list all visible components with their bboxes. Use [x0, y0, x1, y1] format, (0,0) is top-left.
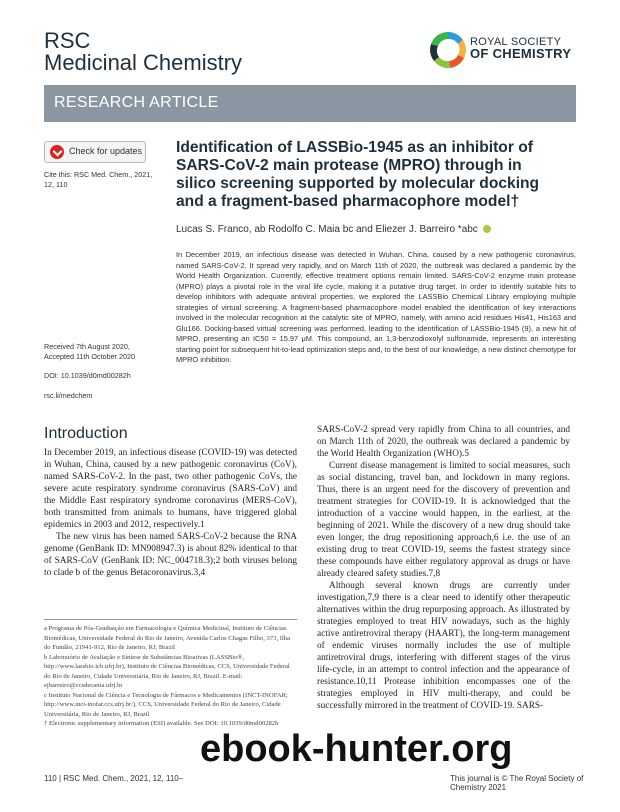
paragraph: Although several known drugs are currently under investigation,7,9 there is a clear need to identify other therapeutic alternatives within the drug repurposing approach. As illustrated by strategies employed to treat HIV nowadays, such as the highly active antiretroviral therapy (HAART), the long-term management of endemic viruses normally includes the use of multiple antiretroviral drugs, interfering with different stages of the virus life-cycle, in an attempt to control infection and the appearance of resistance.10,11 Protease inhibition encompasses one of the strategies employed in HIV multi-therapy, and could be successfully mirrored in the treatment of COVID-19. SARS- [317, 581, 570, 711]
publisher-line2: OF CHEMISTRY [470, 46, 572, 61]
page-footer-left: 110 | RSC Med. Chem., 2021, 12, 110– [44, 774, 184, 783]
footnote-divider [44, 619, 297, 620]
received-date: Received 7th August 2020, [44, 342, 130, 351]
watermark: ebook-hunter.org [200, 728, 513, 770]
authors [176, 224, 556, 235]
body-column-left [44, 447, 297, 579]
footnotes [44, 624, 297, 729]
journal-line2: Medicinal Chemistry [44, 50, 243, 75]
accepted-date: Accepted 11th October 2020 [44, 352, 135, 361]
orcid-icon[interactable] [483, 225, 491, 233]
section-heading-introduction: Introduction [44, 425, 128, 442]
footnote-c: c Instituto Nacional de Ciência e Tecnologia de Fármacos e Medicamentos (INCT-INOFAR; http://www.inct-inofar.ccs.ufrj.br/), CCS, Universidade Federal do Rio de Janeiro, Cidade Universitária, Rio de Janeiro, RJ, Brazil [44, 691, 288, 718]
doi[interactable]: DOI: 10.1039/d0md00282h [44, 371, 131, 380]
check-updates-icon [50, 145, 64, 159]
author-list: Lucas S. Franco, ab Rodolfo C. Maia bc and Eliezer J. Barreiro *abc [176, 224, 478, 235]
publisher-line1: ROYAL SOCIETY [470, 36, 562, 48]
paragraph: In December 2019, an infectious disease (COVID-19) was detected in Wuhan, China, caused by a new pathogenic coronavirus (CoV), named SARS-CoV-2. In the past, two other pathogenic CoVs, the severe acute respiratory syndrome coronavirus (SARS-CoV) and the Middle East respiratory syndrome coronavirus (MERS-CoV), both transmitted from animals to humans, have triggered global epidemics in 2003 and 2012, respectively.1 [44, 448, 297, 530]
journal-line1: RSC [44, 28, 91, 53]
paragraph: SARS-CoV-2 spread very rapidly from China to all countries, and on March 11th of 2020, the outbreak was declared a pandemic by the World Health Organization (WHO).5 [317, 425, 570, 459]
footnote-esi: † Electronic supplementary information (ESI) available. See DOI: 10.1039/d0md00282h [44, 720, 279, 727]
footnote-a: a Programa de Pós-Graduação em Farmacologia e Química Medicinal, Instituto de Ciências Biomédicas, Universidade Federal do Rio de Janeiro, Avenida Carlos Chagas Filho, 373, Ilha do Fundão, 21941-912, Rio de Janeiro, RJ, Brazil [44, 625, 290, 651]
body-column-right [317, 424, 570, 712]
footnote-b: b Laboratório de Avaliação e Síntese de Substâncias Bioativas (LASSBio®, http://www.lassbio.icb.ufrj.br), Instituto de Ciências Biomédicas, CCS, Universidade Federal do Rio de Janeiro, Cidade Universitária, Rio de Janeiro, RJ, Brazil. E-mail: ejbarreiro@ccsdecania.ufrj.br [44, 653, 290, 689]
cite-this: Cite this: RSC Med. Chem., 2021, 12, 110 [44, 170, 153, 189]
page-footer-right: This journal is © The Royal Society of Chemistry 2021 [450, 774, 584, 792]
publisher-name [470, 36, 571, 60]
article-title: Identification of LASSBio-1945 as an inhibitor of SARS-CoV-2 main protease (MPRO) through in silico screening supported by molecular docking and a fragment-based pharmacophore model† [176, 139, 540, 210]
journal-name [44, 30, 242, 74]
journal-url[interactable]: rsc.li/medchem [44, 391, 93, 400]
abstract: In December 2019, an infectious disease was detected in Wuhan, China, caused by a new pathogenic coronavirus, named SARS-CoV-2. It spread very rapidly, and on March 11th of 2020, the outbreak was declared a pandemic by the World Health Organization. Currently, effective treatment options remain limited. SARS-CoV-2 enzyme main protease (MPRO) plays a pivotal role in the viral life cycle, making it a putative drug target. In order to identify suitable hits to develop inhibitors with adequate antiviral properties, we explored the LASSBio Chemical Library employing multiple strategies of virtual screening. A fragment-based pharmacophore model enabled the identification of key interactions involved in the molecular recognition at the catalytic site of MPRO, namely, with amino acid residues His41, His163 and Glu166. Docking-based virtual screening was performed, leading to the identification of LASSBio-1945 (9), a new hit of MPRO, presenting an IC50 = 15.97 μM. This compound, an 1,3-benzodioxolyl sulfonamide, represents an interesting starting point for subsequent hit-to-lead optimization steps and, to the best of our knowledge, a new distinct chemotype for MPRO inhibition. [176, 250, 576, 364]
paragraph: The new virus has been named SARS-CoV-2 because the RNA genome (GenBank ID: MN908947.3) is about 82% identical to that of SARS-CoV (GenBank ID: NC_004718.3);2 both viruses belong to clade b of the genus Betacoronavirus.3,4 [44, 532, 297, 578]
section-label: RESEARCH ARTICLE [54, 94, 219, 111]
check-updates-label: Check for updates [69, 146, 143, 156]
check-for-updates-button[interactable] [44, 141, 146, 163]
section-banner [44, 85, 576, 122]
paragraph: Current disease management is limited to social measures, such as social distancing, travel ban, and lockdown in many regions. Thus, there is an urgent need for the discovery of prevention and treatment strategies for COVID-19. It is acknowledged that the introduction of a vaccine would happen, in the earliest, at the beginning of 2021. While the discovery of a new drug should take even longer, the drug repositioning approach,6 i.e. the use of an existing drug to treat COVID-19, seems the fastest strategy since these compounds have either regulatory approval as drugs or have already cleared safety studies.7,8 [317, 461, 570, 579]
